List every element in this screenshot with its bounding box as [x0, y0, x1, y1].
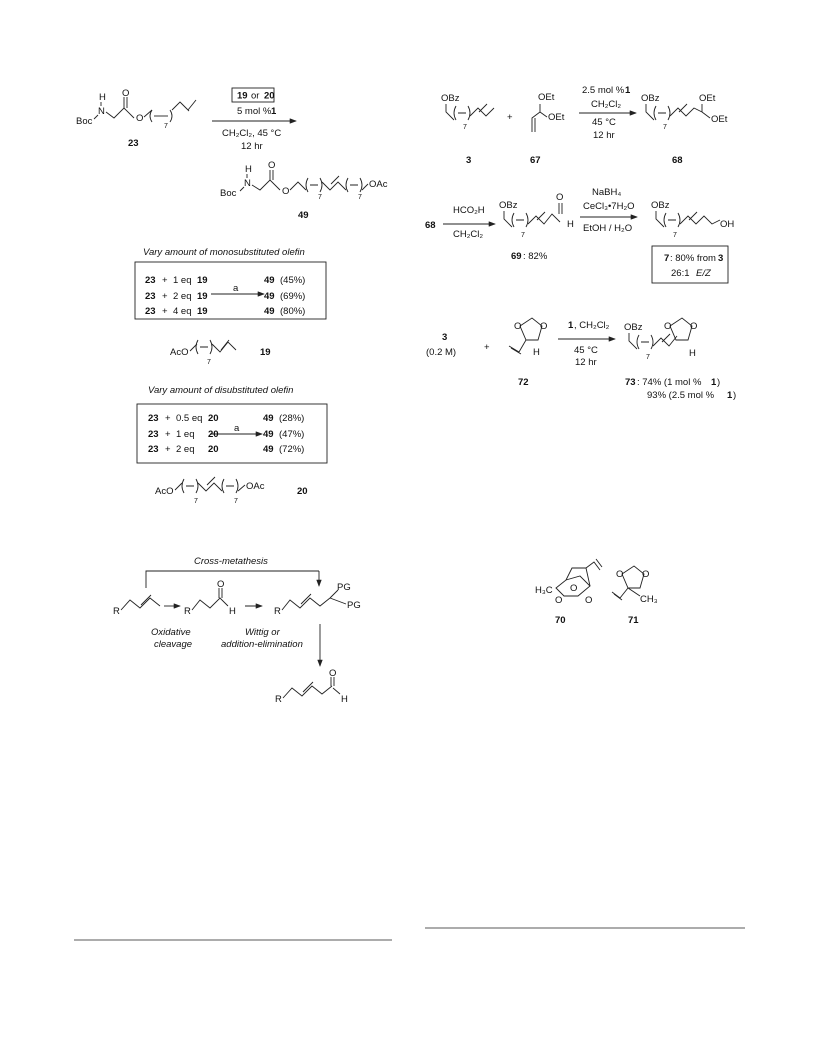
h-label: H — [229, 606, 236, 617]
label-68: 68 — [672, 155, 683, 166]
structure-23 — [76, 88, 196, 149]
o-2: O — [540, 321, 548, 332]
di-row — [148, 429, 304, 440]
reaction-3-72-73 — [426, 318, 736, 401]
o-carbonyl: O — [268, 160, 276, 171]
structure-49 — [220, 160, 388, 221]
di-row — [148, 444, 304, 455]
solvent: CH₂Cl₂ — [591, 99, 622, 110]
svg-text:4 eq: 4 eq — [173, 306, 192, 317]
addition-label: addition-elimination — [221, 639, 303, 650]
conditions-reduction — [580, 187, 637, 234]
svg-text:2 eq: 2 eq — [176, 444, 195, 455]
oet-top: OEt — [538, 92, 555, 103]
conditions-1 — [212, 88, 296, 152]
svg-text:+: + — [162, 291, 168, 302]
plus: + — [507, 112, 513, 123]
yield-69: : 82% — [523, 251, 548, 262]
repeat-7b: 7 — [234, 498, 238, 505]
temp: 45 °C — [574, 345, 598, 356]
svg-text:23: 23 — [145, 275, 156, 286]
concentration: (0.2 M) — [426, 347, 457, 358]
label-70: 70 — [555, 615, 566, 626]
yield-1-cat: 1 — [711, 377, 717, 388]
cleavage-label: cleavage — [154, 639, 193, 650]
oxidative-label: Oxidative — [151, 627, 191, 638]
svg-text:23: 23 — [145, 306, 156, 317]
svg-text:(45%): (45%) — [280, 275, 306, 286]
o-label: O — [217, 579, 225, 590]
reagent-or: or — [251, 90, 260, 102]
oac-label: OAc — [369, 179, 388, 190]
label-72: 72 — [518, 377, 529, 388]
structure-70 — [535, 559, 602, 626]
yield-2-cat: 1 — [727, 390, 733, 401]
aco-label: AcO — [170, 347, 189, 358]
conditions-r3 — [558, 320, 615, 368]
svg-text:1 eq: 1 eq — [176, 429, 195, 440]
structure-7 — [651, 200, 734, 239]
reagent-19: 19 — [237, 90, 248, 102]
repeat-7: 7 — [521, 232, 525, 239]
o-2: O — [690, 321, 698, 332]
svg-text:(28%): (28%) — [279, 413, 305, 424]
svg-text:1 eq: 1 eq — [173, 275, 192, 286]
obz-label: OBz — [499, 200, 518, 211]
di-row — [148, 413, 304, 424]
wittig-label: Wittig or — [245, 627, 280, 638]
repeat-7a: 7 — [318, 194, 322, 201]
oet-bottom: OEt — [548, 112, 565, 123]
cat-number: 1 — [625, 85, 631, 96]
cat-number: 1 — [568, 320, 574, 331]
svg-text:0.5 eq: 0.5 eq — [176, 413, 203, 424]
label-69: 69 — [511, 251, 522, 262]
oac-label: OAc — [246, 481, 265, 492]
structure-67 — [530, 92, 565, 166]
svg-text:23: 23 — [148, 429, 159, 440]
oet-bottom: OEt — [711, 114, 728, 125]
o-1: O — [514, 321, 522, 332]
box-ratio: 26:1 — [671, 268, 690, 279]
svg-text:23: 23 — [148, 413, 159, 424]
r-label-3: R — [274, 606, 281, 617]
label-19: 19 — [260, 347, 271, 358]
reagent-etoh: EtOH / H₂O — [583, 223, 633, 234]
di-reagent-a: a — [234, 423, 240, 434]
svg-text:19: 19 — [197, 275, 208, 286]
label-71: 71 — [628, 615, 639, 626]
reaction-68-69 — [425, 187, 734, 283]
svg-text:+: + — [162, 275, 168, 286]
mono-row — [145, 275, 305, 286]
box-3: 3 — [718, 253, 724, 264]
structure-19 — [170, 340, 271, 366]
svg-text:+: + — [165, 429, 171, 440]
n-label: N — [98, 106, 105, 117]
repeat-7b: 7 — [358, 194, 362, 201]
o-1: O — [616, 569, 624, 580]
boc-label: Boc — [76, 116, 93, 127]
repeat-7: 7 — [673, 232, 677, 239]
pg-top: PG — [337, 582, 351, 593]
boc-label: Boc — [220, 188, 237, 199]
svg-text:2 eq: 2 eq — [173, 291, 192, 302]
mono-reagent-a: a — [233, 283, 239, 294]
obz-label: OBz — [624, 322, 643, 333]
svg-text:20: 20 — [208, 444, 219, 455]
temp: 45 °C — [592, 117, 616, 128]
o-b: O — [555, 595, 563, 606]
o-ester: O — [282, 186, 290, 197]
reaction-3-67-68 — [441, 85, 728, 166]
svg-text:(80%): (80%) — [280, 306, 306, 317]
repeat-7a: 7 — [194, 498, 198, 505]
structure-69 — [499, 192, 574, 262]
repeat-7: 7 — [663, 124, 667, 131]
oet-top: OEt — [699, 93, 716, 104]
label-73: 73 — [625, 377, 636, 388]
svg-text:+: + — [165, 444, 171, 455]
obz-label: OBz — [641, 93, 660, 104]
svg-text:23: 23 — [145, 291, 156, 302]
structures-70-71 — [535, 559, 658, 626]
time: 12 hr — [575, 357, 597, 368]
structure-68 — [641, 93, 728, 166]
structure-73 — [624, 318, 736, 401]
plus: + — [484, 342, 490, 353]
reaction-23-to-49 — [76, 88, 388, 221]
mono-olefin-study — [135, 247, 326, 366]
structure-3 — [441, 93, 494, 166]
o-c: O — [585, 595, 593, 606]
svg-text:49: 49 — [264, 291, 275, 302]
obz-label: OBz — [441, 93, 460, 104]
cat-loading: 5 mol % — [237, 106, 272, 117]
o-label: O — [556, 192, 564, 203]
svg-text:49: 49 — [263, 444, 274, 455]
r-label-4: R — [275, 694, 282, 705]
strategy-scheme — [113, 556, 361, 705]
r-label-2: R — [184, 606, 191, 617]
repeat-7: 7 — [207, 359, 211, 366]
cat-solvent: , CH₂Cl₂ — [574, 320, 610, 331]
label-3: 3 — [466, 155, 472, 166]
box-7: 7 — [664, 253, 670, 264]
reagent-hco2h: HCO₂H — [453, 205, 485, 216]
h-label: H — [341, 694, 348, 705]
reagent-20: 20 — [264, 90, 275, 102]
n-label: N — [244, 178, 251, 189]
svg-text:49: 49 — [264, 306, 275, 317]
h3c-label: H₃C — [535, 585, 553, 596]
mono-title: Vary amount of monosubstituted olefin — [143, 247, 305, 258]
ch3-label: CH₃ — [640, 594, 658, 605]
svg-text:19: 19 — [197, 306, 208, 317]
repeat-7: 7 — [164, 123, 168, 130]
di-olefin-study — [137, 385, 327, 505]
yield-2: 93% (2.5 mol % — [647, 390, 715, 401]
svg-text:+: + — [162, 306, 168, 317]
label-23: 23 — [128, 138, 139, 149]
svg-text:49: 49 — [264, 275, 275, 286]
cat-number: 1 — [271, 106, 277, 117]
svg-text:(47%): (47%) — [279, 429, 305, 440]
o-label: O — [329, 668, 337, 679]
h-label: H — [533, 347, 540, 358]
structure-71 — [612, 566, 658, 626]
time: 12 hr — [593, 130, 615, 141]
svg-text:23: 23 — [148, 444, 159, 455]
svg-text:+: + — [165, 413, 171, 424]
time: 12 hr — [241, 141, 263, 152]
obz-label: OBz — [651, 200, 670, 211]
cat-loading: 2.5 mol % — [582, 85, 625, 96]
o-1: O — [664, 321, 672, 332]
h-label: H — [689, 348, 696, 359]
reagent-cecl3: CeCl₃•7H₂O — [583, 201, 635, 212]
svg-text:19: 19 — [197, 291, 208, 302]
o-ester: O — [136, 113, 144, 124]
yield-1-close: ) — [717, 377, 721, 388]
svg-text:20: 20 — [208, 429, 219, 440]
reagent-nabh4: NaBH₄ — [592, 187, 622, 198]
cm-label: Cross-metathesis — [194, 556, 268, 567]
svg-text:(72%): (72%) — [279, 444, 305, 455]
r-label-1: R — [113, 606, 120, 617]
label-20: 20 — [297, 486, 308, 497]
o-2: O — [642, 569, 650, 580]
svg-text:20: 20 — [208, 413, 219, 424]
solvent-temp: CH₂Cl₂, 45 °C — [222, 128, 282, 139]
oh-label: OH — [720, 219, 735, 230]
o-carbonyl: O — [122, 88, 130, 99]
repeat-7: 7 — [646, 354, 650, 361]
h-label: H — [99, 92, 106, 103]
o-a: O — [570, 583, 578, 594]
h-label: H — [245, 164, 252, 175]
mono-row — [145, 291, 305, 302]
label-3: 3 — [442, 332, 448, 343]
start-68: 68 — [425, 220, 436, 231]
mono-row — [145, 306, 305, 317]
repeat-7: 7 — [463, 124, 467, 131]
label-49: 49 — [298, 210, 309, 221]
label-67: 67 — [530, 155, 541, 166]
structure-20 — [155, 477, 308, 505]
svg-text:(69%): (69%) — [280, 291, 306, 302]
pg-bottom: PG — [347, 600, 361, 611]
box-ez: E/Z — [696, 268, 711, 279]
conditions-r1 — [579, 85, 636, 141]
svg-text:49: 49 — [263, 429, 274, 440]
structure-72 — [509, 318, 547, 388]
di-title: Vary amount of disubstituted olefin — [148, 385, 294, 396]
h-label: H — [567, 219, 574, 230]
aco-label: AcO — [155, 486, 174, 497]
reagent-ch2cl2: CH₂Cl₂ — [453, 229, 484, 240]
box-yield: : 80% from — [670, 253, 716, 264]
svg-text:49: 49 — [263, 413, 274, 424]
yield-1: : 74% (1 mol % — [637, 377, 702, 388]
yield-2-close: ) — [733, 390, 737, 401]
